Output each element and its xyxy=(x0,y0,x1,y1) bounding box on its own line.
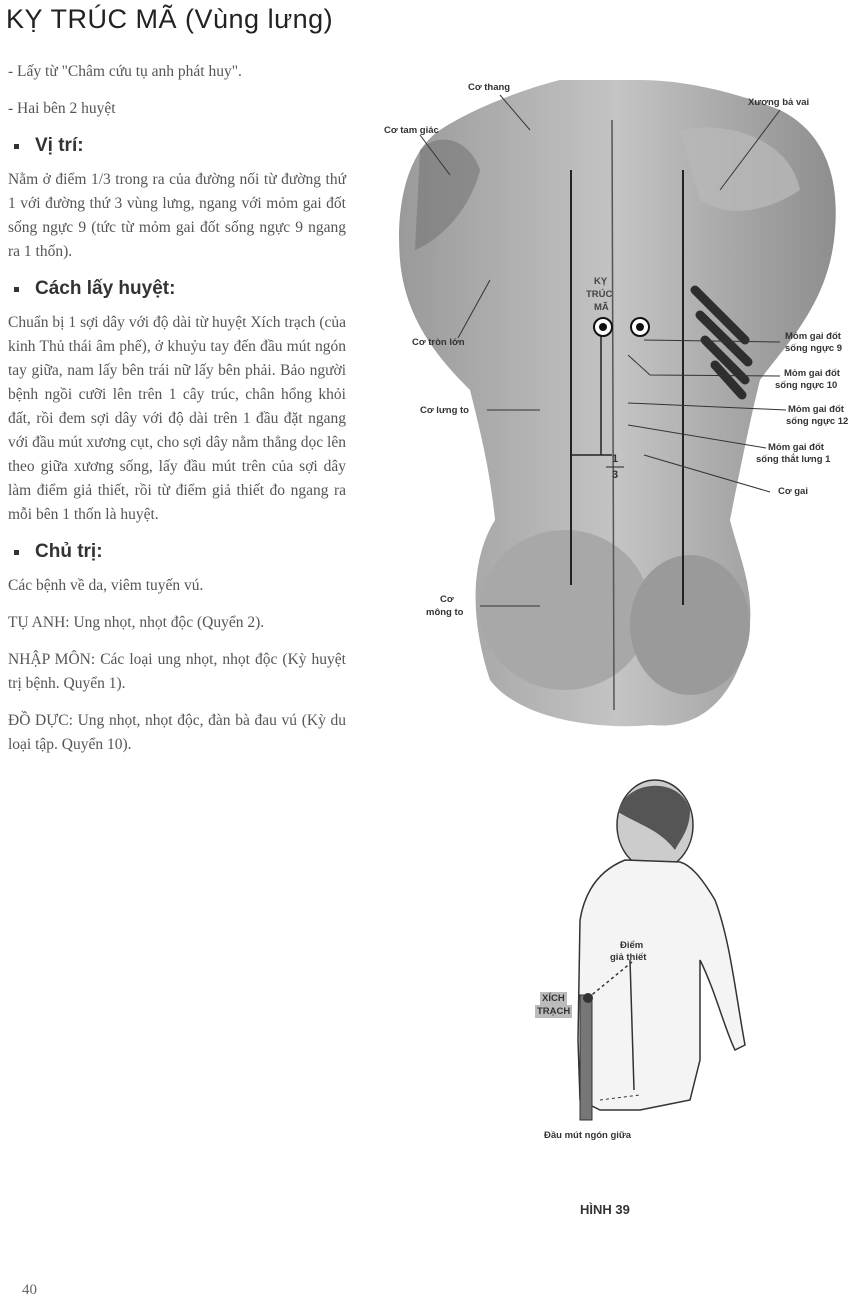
label-mom-gai-tl1a: Mỏm gai đốt xyxy=(768,442,824,453)
bullet-icon xyxy=(14,144,19,149)
section-heading xyxy=(8,277,346,301)
label-co-lung-to: Cơ lưng to xyxy=(420,405,469,416)
label-mom-gai-tl1b: sống thắt lưng 1 xyxy=(756,454,831,465)
intro-line: - Lấy từ "Châm cứu tụ anh phát huy". xyxy=(8,63,242,80)
label-co-tron-lon: Cơ tròn lớn xyxy=(412,337,465,348)
label-mom-gai-9a: Mỏm gai đốt xyxy=(785,331,841,342)
paragraph: NHẬP MÔN: Các loại ung nhọt, nhọt độc (Kỳ huyệt trị bệnh. Quyển 1). xyxy=(8,651,346,692)
section-heading xyxy=(8,134,346,158)
label-xich: XÍCH xyxy=(542,993,565,1004)
label-co-gai: Cơ gai xyxy=(778,486,808,497)
heading-label: Vị trí: xyxy=(35,135,84,156)
bullet-icon xyxy=(14,550,19,555)
heading-label: Cách lấy huyệt: xyxy=(35,278,176,299)
bamboo-pole xyxy=(580,995,592,1120)
page-number: 40 xyxy=(22,1282,37,1298)
label-mom-gai-10b: sống ngực 10 xyxy=(775,380,838,391)
label-gia-thiet: giả thiết xyxy=(610,952,647,963)
intro-line: - Hai bên 2 huyệt xyxy=(8,100,116,117)
label-co-mong-to-a: Cơ xyxy=(440,594,454,605)
buttock-left xyxy=(480,530,650,690)
paragraph: ĐỒ DỰC: Ung nhọt, nhọt độc, đàn bà đau vú (Kỳ du loại tập. Quyển 10). xyxy=(8,712,346,753)
figure-caption: HÌNH 39 xyxy=(580,1202,630,1217)
paragraph: Các bệnh về da, viêm tuyến vú. xyxy=(8,577,204,594)
label-trach: TRẠCH xyxy=(537,1006,571,1017)
bullet-icon xyxy=(14,287,19,292)
label-mom-gai-12b: sống ngực 12 xyxy=(786,416,849,427)
label-mom-gai-9b: sống ngực 9 xyxy=(785,343,843,354)
acupoint-right-center xyxy=(636,323,644,331)
paragraph: TỤ ANH: Ung nhọt, nhọt độc (Quyển 2). xyxy=(8,614,265,631)
label-diem: Điểm xyxy=(620,940,644,951)
label-ky: KỴ xyxy=(594,276,608,287)
label-mom-gai-12a: Mỏm gai đốt xyxy=(788,404,844,415)
buttock-right xyxy=(630,555,750,695)
xich-trach-point-icon xyxy=(583,993,593,1003)
acupoint-left-center xyxy=(599,323,607,331)
label-fraction-num: 1 xyxy=(612,453,619,465)
label-dau-mut-ngon-giua: Đầu mút ngón giữa xyxy=(544,1130,632,1141)
page-title: KỴ TRÚC MÃ (Vùng lưng) xyxy=(6,4,334,34)
label-ma: MÃ xyxy=(594,302,609,313)
label-xuong-ba-vai: Xương bả vai xyxy=(748,97,810,108)
paragraph: Nằm ở điểm 1/3 trong ra của đường nối từ đường thứ 1 với đường thứ 3 vùng lưng, ngang với mỏm gai đốt sống ngực 9 (tức từ mỏm gai đốt sống ngực 9 ngang ra 1 thốn). xyxy=(8,171,346,260)
section-heading xyxy=(8,540,346,564)
heading-label: Chủ trị: xyxy=(35,541,103,562)
label-co-mong-to-b: mông to xyxy=(426,607,464,618)
label-fraction-den: 3 xyxy=(612,469,619,481)
text-column xyxy=(8,60,346,770)
label-mom-gai-10a: Mỏm gai đốt xyxy=(784,368,840,379)
back-anatomy-illustration xyxy=(380,70,864,730)
paragraph: Chuẩn bị 1 sợi dây với độ dài từ huyệt Xích trạch (của kinh Thủ thái âm phế), ở khuỷu tay đến đầu mút ngón tay giữa, nam lấy bên trái nữ lấy bên phải. Bảo người bệnh ngồi cưỡi lên trên 1 cây trúc, chân hổng khỏi đất, rồi đem sợi dây với độ dài trên 1 đầu đặt ngang với đầu mút xương cụt, cho sợi dây nằm thẳng dọc lên theo giữa xương sống, lấy đầu mút trên của sợi dây làm điểm giả thiết, rồi từ điểm giả thiết đo ngang ra mỗi bên 1 thốn là huyệt. xyxy=(8,314,346,523)
label-co-thang: Cơ thang xyxy=(468,82,511,93)
label-co-tam-giac: Cơ tam giác xyxy=(384,125,439,136)
label-truc: TRÚC xyxy=(586,289,613,300)
